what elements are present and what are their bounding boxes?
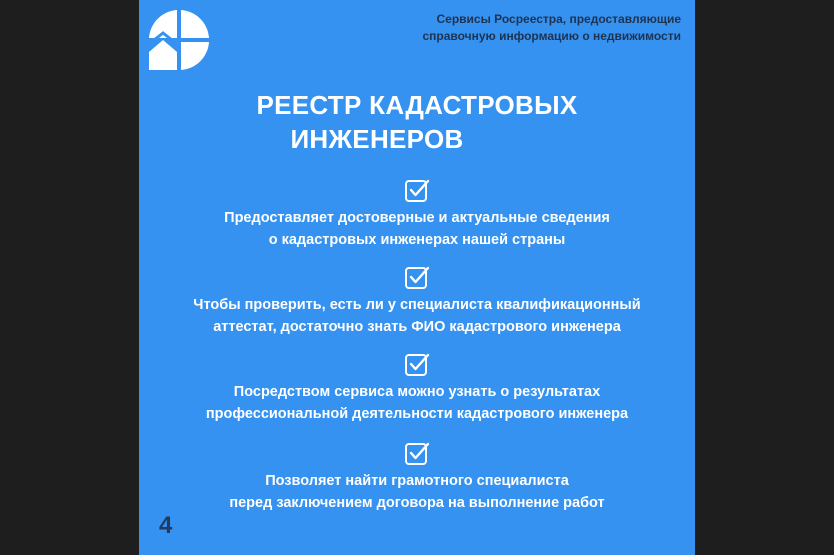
title-line-1: РЕЕСТР КАДАСТРОВЫХ <box>256 90 578 120</box>
header-line-1: Сервисы Росреестра, предоставляющие <box>436 12 681 26</box>
right-dark-margin <box>695 0 834 555</box>
header-line-2: справочную информацию о недвижимости <box>422 29 681 43</box>
item-1-line-2: о кадастровых инженерах нашей страны <box>268 232 566 248</box>
checkbox-checked-icon <box>404 265 430 291</box>
list-item <box>139 352 695 425</box>
item-3-line-1: Посредством сервиса можно узнать о результатах <box>233 384 601 400</box>
header-caption <box>361 11 681 45</box>
rosreestr-logo-icon <box>147 8 211 72</box>
page-title <box>139 88 695 156</box>
item-2-line-2: аттестат, достаточно знать ФИО кадастрового инженера <box>213 319 621 335</box>
item-4-line-2: перед заключением договора на выполнение работ <box>229 495 605 511</box>
item-1-line-1: Предоставляет достоверные и актуальные сведения <box>224 210 610 226</box>
left-dark-margin <box>0 0 139 555</box>
slide <box>139 0 695 555</box>
item-3-line-2: профессиональной деятельности кадастрового инженера <box>205 406 629 422</box>
checkbox-checked-icon <box>404 178 430 204</box>
item-2-line-1: Чтобы проверить, есть ли у специалиста квалификационный <box>193 297 641 313</box>
list-item <box>139 265 695 338</box>
checkbox-checked-icon <box>404 441 430 467</box>
checkbox-checked-icon <box>404 352 430 378</box>
title-line-2: ИНЖЕНЕРОВ <box>290 124 464 154</box>
list-item <box>139 178 695 251</box>
page-number: 4 <box>159 512 173 539</box>
item-4-line-1: Позволяет найти грамотного специалиста <box>265 473 569 489</box>
list-item <box>139 441 695 514</box>
